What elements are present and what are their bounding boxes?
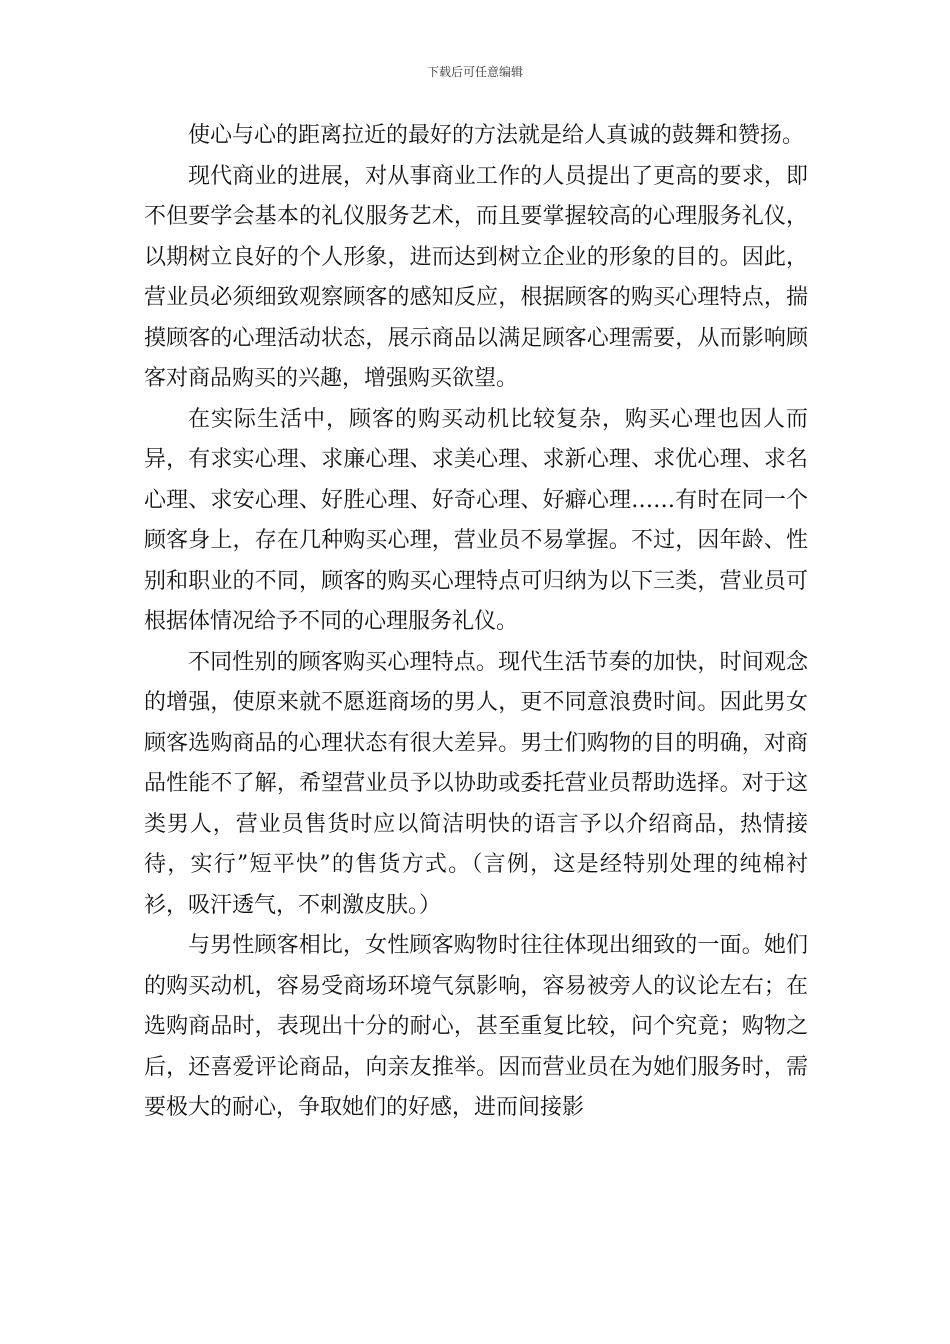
page-header: 下载后可任意编辑 [426, 65, 523, 79]
paragraph-1: 使心与心的距离拉近的最好的方法就是给人真诚的鼓舞和赞扬。 [188, 123, 805, 148]
paragraph-5: 与男性顾客相比，女性顾客购物时往往体现出细致的一面。她们的购买动机，容易受商场环境气氛影响，容易被旁人的议论左右；在选购商品时，表现出十分的耐心，甚至重复比较，问个究竟；购物之后，还喜爱评论商品，向亲友推举。因而营业员在为她们服务时，需要极大的耐心，争取她们的好感，进而间接影 [144, 933, 808, 1120]
paragraph-2: 现代商业的进展，对从事商业工作的人员提出了更高的要求，即不但要学会基本的礼仪服务艺术，而且要掌握较高的心理服务礼仪，以期树立良好的个人形象，进而达到树立企业的形象的目的。因此，营业员必须细致观察顾客的感知反应，根据顾客的购买心理特点，揣摸顾客的心理活动状态，展示商品以满足顾客心理需要，从而影响顾客对商品购买的兴趣，增强购买欲望。 [144, 163, 808, 391]
document-body [144, 116, 808, 1129]
paragraph-4: 不同性别的顾客购买心理特点。现代生活节奏的加快，时间观念的增强，使原来就不愿逛商场的男人，更不同意浪费时间。因此男女顾客选购商品的心理状态有很大差异。男士们购物的目的明确，对商品性能不了解，希望营业员予以协助或委托营业员帮助选择。对于这类男人，营业员售货时应以简洁明快的语言予以介绍商品，热情接待，实行”短平快”的售货方式。（言例，这是经特别处理的纯棉衬衫，吸汗透气，不刺激皮肤。） [144, 649, 808, 918]
paragraph-3: 在实际生活中，顾客的购买动机比较复杂，购买心理也因人而异，有求实心理、求廉心理、求美心理、求新心理、求优心理、求名心理、求安心理、好胜心理、好奇心理、好癖心理……有时在同一个顾客身上，存在几种购买心理，营业员不易掌握。不过，因年龄、性别和职业的不同，顾客的购买心理特点可归纳为以下三类，营业员可根据体情况给予不同的心理服务礼仪。 [144, 406, 808, 634]
